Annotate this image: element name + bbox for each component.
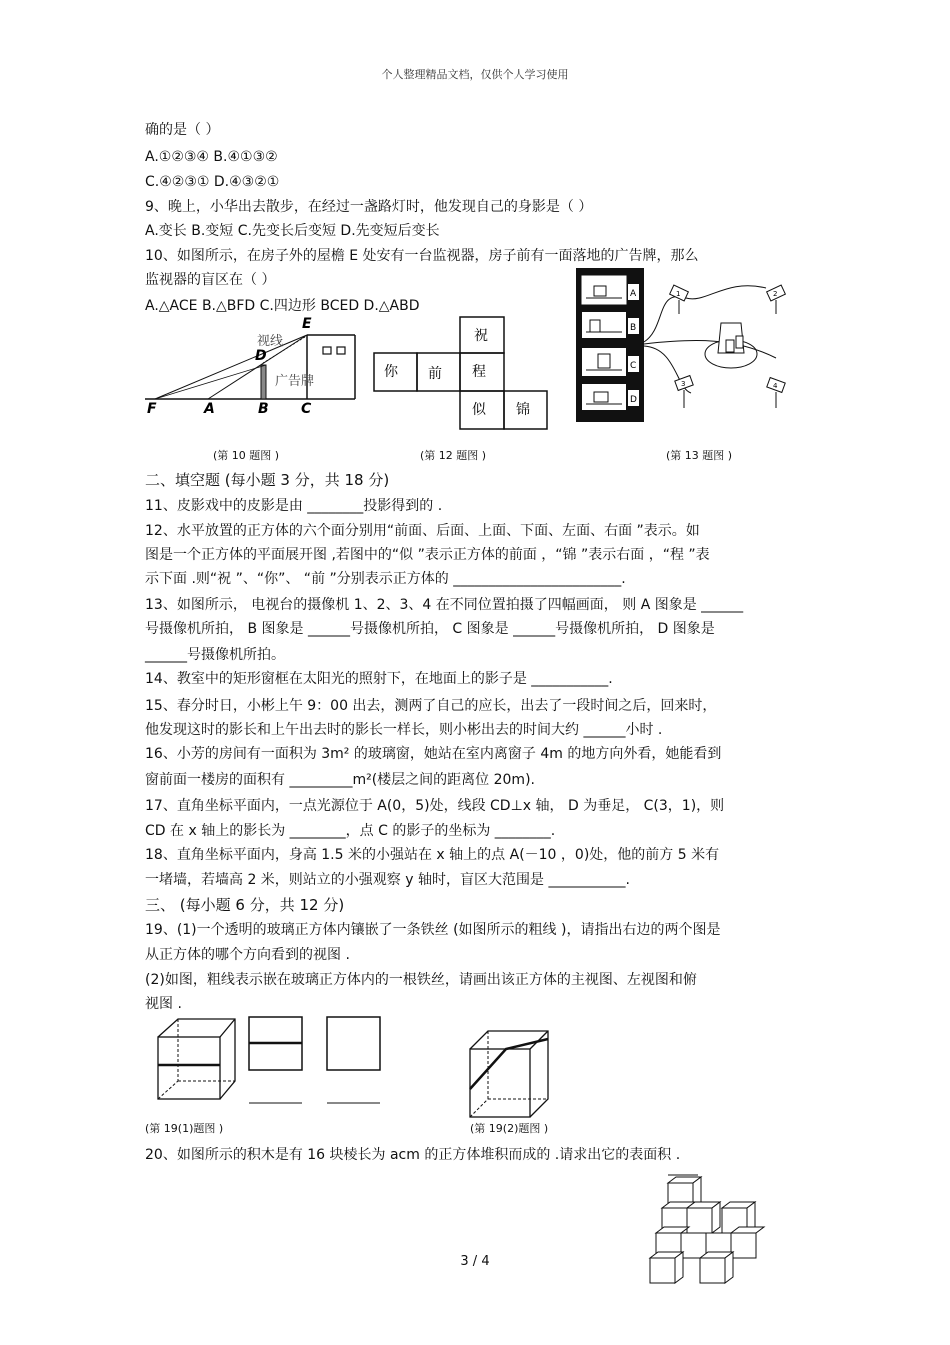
q13-text-2: 号摄像机所拍， B 图象是 ______号摄像机所拍， C 图象是 ______号摄像机所拍， D 图象是	[145, 621, 715, 637]
figure-12	[372, 315, 550, 433]
caption-fig19-1: (第 19(1)题图 )	[145, 1122, 224, 1135]
net-cell-jin: 锦	[516, 402, 530, 418]
fig10-point-a: A	[204, 401, 215, 417]
q8-option-cd: C.④②③① D.④③②①	[145, 174, 280, 190]
svg-text:A: A	[630, 289, 637, 299]
svg-text:B: B	[630, 323, 637, 333]
camera-4	[767, 378, 785, 408]
q9-options: A.变长 B.变短 C.先变长后变短 D.先变短后变长	[145, 223, 440, 239]
fig10-sight-label: 视线	[257, 334, 284, 349]
q8-option-ab: A.①②③④ B.④①③②	[145, 149, 278, 165]
figure-20	[644, 1175, 762, 1287]
figure-19-1	[150, 1015, 390, 1107]
q10-options: A.△ACE B.△BFD C.四边形 BCED D.△ABD	[145, 298, 420, 314]
svg-text:4: 4	[773, 382, 778, 390]
q10-text-1: 10、如图所示，在房子外的屋檐 E 处安有一台监视器，房子前有一面落地的广告牌，那么	[145, 248, 699, 264]
fig10-point-b: B	[258, 401, 269, 417]
svg-text:C: C	[630, 361, 637, 371]
caption-fig12: (第 12 题图 )	[420, 449, 487, 462]
figure-19-2	[466, 1027, 556, 1122]
camera-3	[675, 376, 693, 408]
q12-text-1: 12、水平放置的正方体的六个面分别用“前面、后面、上面、下面、左面、右面 ”表示。如	[145, 523, 700, 539]
q12-text-2: 图是一个正方体的平面展开图 ,若图中的“似 ”表示正方体的前面 ，“锦 ”表示右面 ，“程 ”表	[145, 547, 710, 563]
q16-text-1: 16、小芳的房间有一面积为 3m² 的玻璃窗，她站在室内离窗子 4m 的地方向外看，她能看到	[145, 746, 722, 762]
q18-text-1: 18、直角坐标平面内，身高 1.5 米的小强站在 x 轴上的点 A(－10 ，0)处，他的前方 5 米有	[145, 847, 720, 863]
q18-text-2: 一堵墙，若墙高 2 米，则站立的小强观察 y 轴时，盲区大范围是 ___________.	[145, 872, 630, 888]
svg-text:2: 2	[773, 290, 778, 298]
q15-text-2: 他发现这时的影长和上午出去时的影长一样长，则小彬出去的时间大约 ______小时 .	[145, 722, 663, 738]
q19-text-1: 19、(1)一个透明的玻璃正方体内镶嵌了一条铁丝 (如图所示的粗线 )，请指出右边的两个图是	[145, 922, 721, 938]
q15-text-1: 15、春分时日，小彬上午 9：00 出去，测两了自己的应长，出去了一段时间之后，回来时，	[145, 698, 717, 714]
net-cell-cheng: 程	[472, 364, 486, 380]
q16-text-2: 窗前面一楼房的面积有 _________m²(楼层之间的距离位 20m).	[145, 772, 535, 788]
q13-text-3: ______号摄像机所拍。	[145, 647, 285, 663]
section-2-title: 二、填空题 (每小题 3 分，共 18 分)	[145, 471, 390, 489]
q19-text-3: (2)如图，粗线表示嵌在玻璃正方体内的一根铁丝，请画出该正方体的主视图、左视图和俯	[145, 972, 697, 988]
fig10-board-label: 广告牌	[275, 374, 315, 389]
q9-text: 9、晚上，小华出去散步，在经过一盏路灯时，他发现自己的身影是（ ）	[145, 199, 593, 215]
q20-text: 20、如图所示的积木是有 16 块棱长为 acm 的正方体堆积而成的 .请求出它的表面积 .	[145, 1147, 681, 1163]
fig10-point-c: C	[301, 401, 312, 417]
q10-text-2: 监视器的盲区在（ ）	[145, 272, 276, 288]
section-3-title: 三、 (每小题 6 分，共 12 分)	[145, 896, 345, 914]
svg-text:1: 1	[676, 290, 681, 298]
q12-text-3: 示下面 .则“祝 ”、“你”、 “前 ”分别表示正方体的 ________________________.	[145, 571, 626, 587]
net-cell-zhu: 祝	[474, 328, 488, 344]
q13-text-1: 13、如图所示， 电视台的摄像机 1、2、3、4 在不同位置拍摄了四幅画面， 则 A 图象是 ______	[145, 597, 744, 613]
fig10-point-f: F	[147, 401, 157, 417]
q11-text: 11、皮影戏中的皮影是由 ________投影得到的 .	[145, 498, 443, 514]
net-cell-si: 似	[472, 402, 486, 418]
q14-text: 14、教室中的矩形窗框在太阳光的照射下，在地面上的影子是 ___________.	[145, 671, 613, 687]
q19-text-4: 视图 .	[145, 996, 182, 1012]
camera-1	[670, 285, 689, 314]
page-number: 3 / 4	[460, 1254, 490, 1269]
fig10-point-e: E	[302, 316, 312, 332]
net-cell-qian: 前	[428, 366, 442, 382]
caption-fig13: (第 13 题图 )	[666, 449, 733, 462]
page-header: 个人整理精品文档，仅供个人学习使用	[381, 68, 569, 81]
q17-text-2: CD 在 x 轴上的影长为 ________，点 C 的影子的坐标为 ________.	[145, 823, 556, 839]
q8-tail: 确的是（ ）	[145, 122, 220, 138]
q19-text-2: 从正方体的哪个方向看到的视图 .	[145, 947, 350, 963]
caption-fig10: (第 10 题图 )	[213, 449, 280, 462]
figure-13	[576, 268, 786, 423]
caption-fig19-2: (第 19(2)题图 )	[470, 1122, 549, 1135]
q17-text-1: 17、直角坐标平面内，一点光源位于 A(0，5)处，线段 CD⊥x 轴， D 为垂足， C(3，1)，则	[145, 798, 725, 814]
net-cell-ni: 你	[384, 364, 398, 380]
figure-10	[145, 315, 365, 420]
fig10-point-d: D	[255, 348, 267, 364]
camera-2	[767, 285, 786, 314]
svg-text:D: D	[630, 395, 637, 405]
svg-text:3: 3	[681, 380, 686, 388]
